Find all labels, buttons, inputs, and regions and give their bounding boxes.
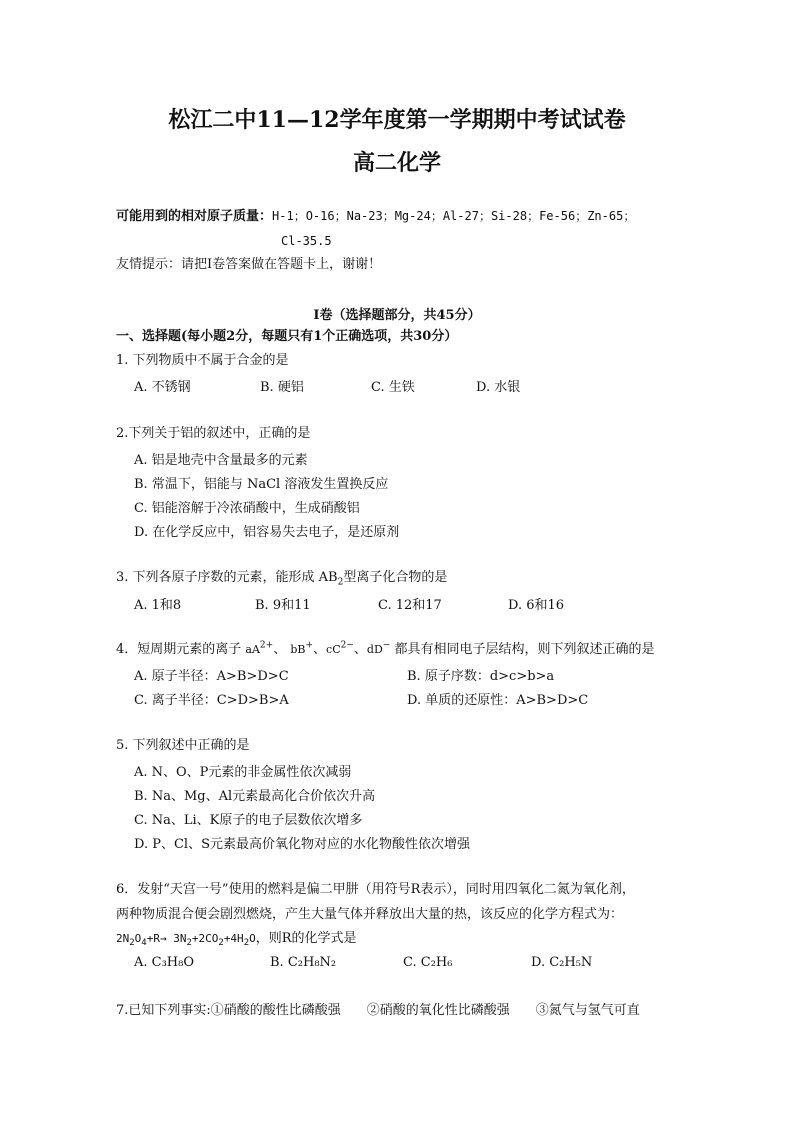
atomic-mass-values: H-1；O-16；Na-23；Mg-24；Al-27；Si-28；Fe-56；Zn-65； — [272, 209, 636, 223]
part1-heading: Ⅰ卷（选择题部分，共45分） — [313, 308, 481, 323]
q6-option-c: C. C₂H₆ — [403, 955, 453, 970]
q3-stem-post: 型离子化合物的是 — [343, 570, 448, 585]
q6-line-2: 两种物质混合便会剧烈燃烧，产生大量气体并释放出大量的热，该反应的化学方程式为： — [116, 907, 624, 922]
q5-option-d: D. P、Cl、S元素最高价氧化物对应的水化物酸性依次增强 — [134, 837, 470, 852]
atomic-mass-line — [116, 207, 635, 226]
atomic-mass-values-2: Cl-35.5 — [281, 234, 332, 248]
q2-option-d: D. 在化学反应中，铝容易失去电子，是还原剂 — [134, 525, 400, 540]
section1-heading: 一、选择题(每小题2分，每题只有1个正确选项，共30分） — [116, 329, 458, 344]
atomic-mass-label: 可能用到的相对原子质量： — [116, 209, 273, 224]
exam-title: 松江二中11—12学年度第一学期期中考试试卷 — [168, 107, 626, 133]
q3-stem-sub: 2 — [337, 577, 344, 588]
q4-ion-a-charge: 2+ — [259, 640, 274, 651]
q1-option-b: B. 硬铝 — [260, 380, 304, 395]
exam-subject: 高二化学 — [352, 150, 441, 176]
q4-ion-c-charge: 2− — [340, 640, 354, 651]
q7-line-1: 7.已知下列事实:①硝酸的酸性比磷酸强 ②硝酸的氧化性比磷酸强 ③氮气与氢气可直 — [116, 1003, 640, 1018]
q1-option-c: C. 生铁 — [371, 380, 415, 395]
q2-option-b: B. 常温下，铝能与 NaCl 溶液发生置换反应 — [134, 477, 389, 492]
q4-ion-d: dD — [366, 643, 383, 656]
q4-ion-a: aA — [245, 643, 260, 656]
q6-equation-post: ，则R的化学式是 — [255, 931, 357, 946]
q4-stem: 4．短周期元素的离子 $aA^{2+}$、 bB+、$cC^{2-}$、dD− 都具有相同电子层结构，则下列叙述正确的是 — [116, 640, 655, 657]
q6-option-b: B. C₂H₈N₂ — [270, 955, 337, 970]
q4-ion-b-charge: + — [305, 640, 314, 651]
q3-option-d: D. 6和16 — [508, 598, 565, 613]
q6-option-a: A. C₃H₈O — [134, 955, 195, 970]
q4-option-a: A. 原子半径：A>B>D>C — [134, 669, 289, 684]
q4-ion-c: cC — [326, 643, 341, 656]
q6-equation-line — [116, 930, 357, 948]
q6-option-d: D. C₂H₅N — [531, 955, 593, 970]
q2-stem: 2.下列关于铝的叙述中，正确的是 — [116, 426, 311, 441]
q6-equation: $2N_2O_4+R\to 3N_2+2CO_2+4H_2O$ — [116, 932, 256, 949]
q1-option-a: A. 不锈钢 — [134, 380, 191, 395]
q6-line-1: 6．发射“天宫一号”使用的燃料是偏二甲肼（用符号R表示），同时用四氧化二氮为氧化剂， — [116, 882, 635, 897]
q1-stem: 1. 下列物质中不属于合金的是 — [116, 353, 289, 368]
q3-stem-pre: 3. 下列各原子序数的元素，能形成 AB — [116, 570, 338, 585]
q1-option-d: D. 水银 — [476, 380, 521, 395]
q2-option-a: A. 铝是地壳中含量最多的元素 — [134, 453, 308, 468]
q4-ion-b: bB — [290, 643, 306, 656]
q4-option-c: C. 离子半径：C>D>B>A — [134, 693, 289, 708]
q5-stem: 5. 下列叙述中正确的是 — [116, 738, 250, 753]
q4-option-b: B. 原子序数：d>c>b>a — [407, 669, 555, 684]
q3-option-c: C. 12和17 — [378, 598, 442, 613]
q4-option-d: D. 单质的还原性：A>B>D>C — [407, 693, 589, 708]
q3-option-a: A. 1和8 — [134, 598, 182, 613]
q5-option-b: B. Na、Mg、Al元素最高化合价依次升高 — [134, 789, 376, 804]
q3-stem — [116, 569, 447, 587]
q5-option-a: A. N、O、P元素的非金属性依次减弱 — [134, 765, 352, 780]
q4-stem-post: 都具有相同电子层结构，则下列叙述正确的是 — [390, 642, 655, 657]
friendly-tip: 友情提示：请把Ⅰ卷答案做在答题卡上，谢谢！ — [116, 257, 382, 272]
q2-option-c: C. 铝能溶解于冷浓硝酸中，生成硝酸铝 — [134, 501, 360, 516]
q3-option-b: B. 9和11 — [255, 598, 311, 613]
q4-ion-d-charge: − — [382, 640, 391, 651]
q5-option-c: C. Na、Li、K原子的电子层数依次增多 — [134, 813, 363, 828]
q4-stem-pre: 4．短周期元素的离子 — [116, 642, 246, 657]
